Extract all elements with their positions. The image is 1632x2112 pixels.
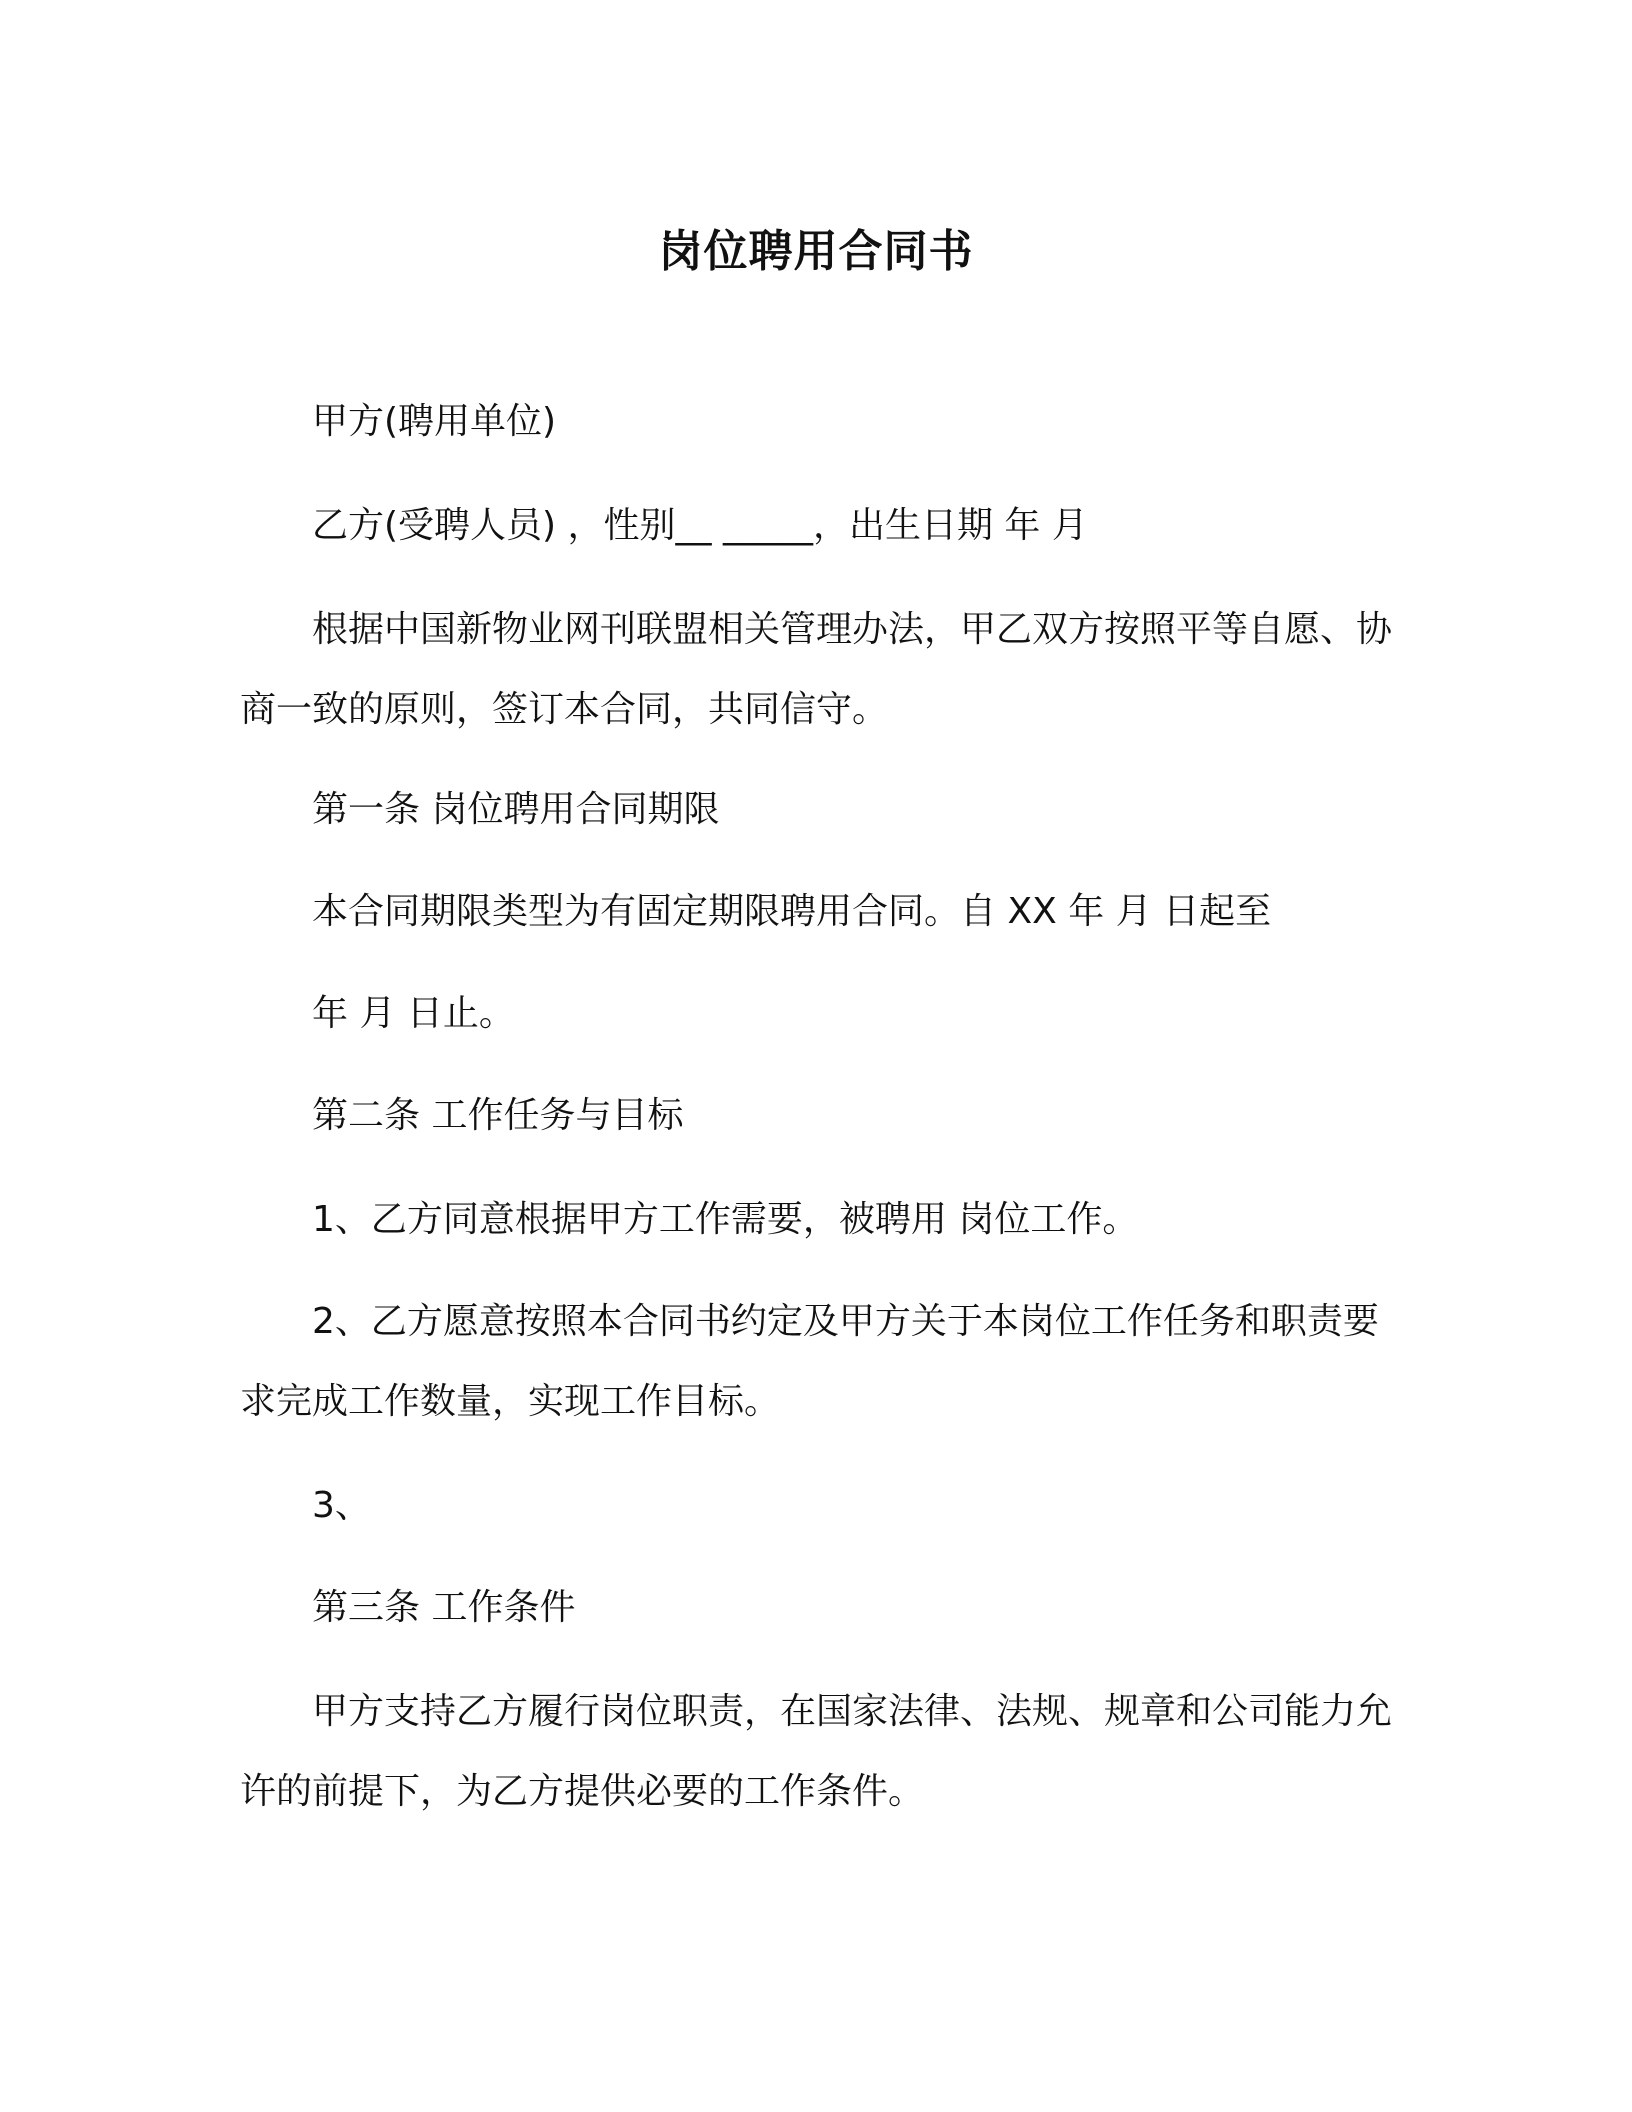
- party-a-line: 甲方(聘用单位): [312, 401, 557, 442]
- document-title: 岗位聘用合同书: [658, 226, 974, 277]
- article-3-heading: 第三条 工作条件: [312, 1587, 576, 1628]
- article-2-item-2: 2、乙方愿意按照本合同书约定及甲方关于本岗位工作任务和职责要求完成工作数量，实现工作目标。: [240, 1301, 1379, 1422]
- article-2-item-1: 1、乙方同意根据甲方工作需要，被聘用 岗位工作。: [312, 1199, 1139, 1240]
- party-b-line: 乙方(受聘人员) ，性别__ _____，出生日期 年 月: [312, 505, 1088, 546]
- article-2-heading: 第二条 工作任务与目标: [312, 1095, 684, 1136]
- article-1-heading: 第一条 岗位聘用合同期限: [312, 789, 720, 830]
- contract-term-text: 本合同期限类型为有固定期限聘用合同。自 XX 年 月 日起至: [312, 891, 1272, 932]
- article-2-item-3: 3、: [312, 1485, 371, 1526]
- article-3-paragraph: 甲方支持乙方履行岗位职责，在国家法律、法规、规章和公司能力允许的前提下，为乙方提供必要的工作条件。: [240, 1691, 1393, 1812]
- preamble-paragraph: 根据中国新物业网刊联盟相关管理办法，甲乙双方按照平等自愿、协商一致的原则，签订本合同，共同信守。: [240, 609, 1393, 730]
- contract-term-end: 年 月 日止。: [312, 993, 515, 1034]
